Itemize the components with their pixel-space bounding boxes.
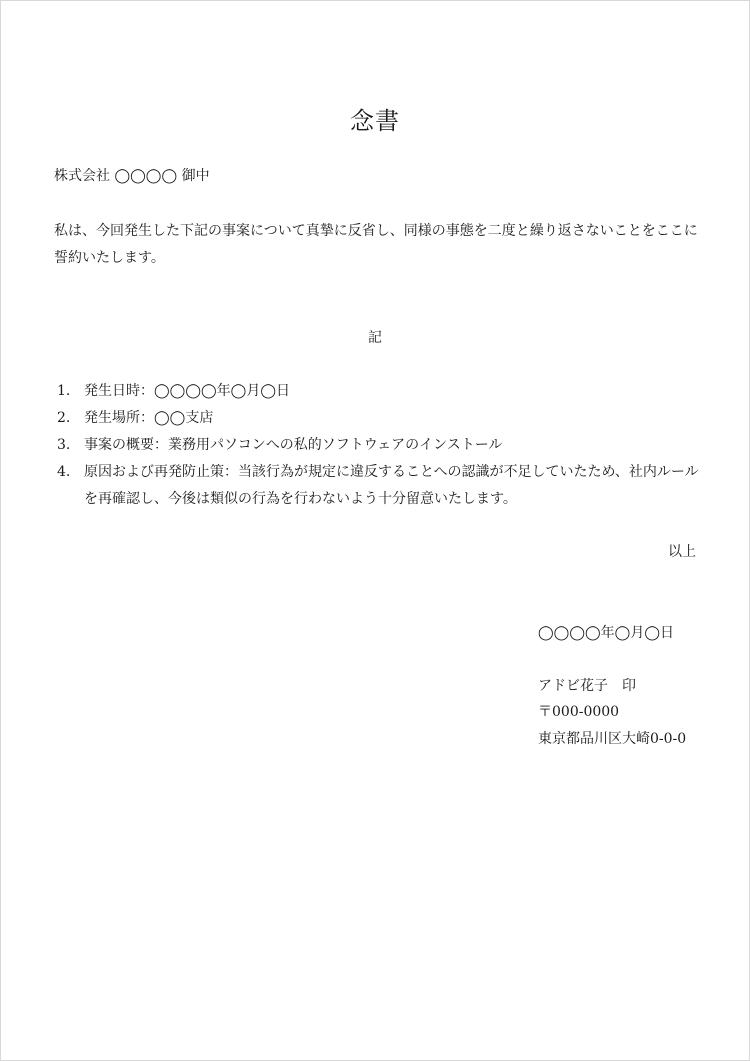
item-number: 2. xyxy=(57,410,71,426)
item-text: 事案の概要：業務用パソコンへの私的ソフトウェアのインストール xyxy=(84,437,503,453)
item-number: 3. xyxy=(57,437,71,453)
ki-heading: 記 xyxy=(368,330,382,346)
item-text: 発生日時：◯◯◯◯年◯月◯日 xyxy=(84,383,291,399)
list-item xyxy=(57,405,707,432)
addressee: 株式会社 ◯◯◯◯ 御中 xyxy=(54,168,210,184)
signature-postal-code: 〒000-0000 xyxy=(538,704,620,720)
signature-name: アドビ花子 印 xyxy=(538,678,636,694)
list-item xyxy=(57,432,707,459)
item-number: 4. xyxy=(57,464,71,480)
list-item xyxy=(57,459,707,513)
item-number: 1. xyxy=(57,383,71,399)
list-item xyxy=(57,378,707,405)
signature-date: ◯◯◯◯年◯月◯日 xyxy=(538,625,675,641)
item-text: 原因および再発防止策：当該行為が規定に違反することへの認識が不足していたため、社内ルールを再確認し、今後は類似の行為を行わないよう十分留意いたします。 xyxy=(84,464,699,507)
body-paragraph: 私は、今回発生した下記の事案について真摯に反省し、同様の事態を二度と繰り返さないことをここに誓約いたします。 xyxy=(54,223,698,266)
document-title: 念書 xyxy=(350,107,400,135)
closing-mark: 以上 xyxy=(668,544,696,560)
item-text: 発生場所：◯◯支店 xyxy=(84,410,214,426)
item-list xyxy=(57,378,707,513)
signature-address: 東京都品川区大崎0-0-0 xyxy=(538,731,687,747)
